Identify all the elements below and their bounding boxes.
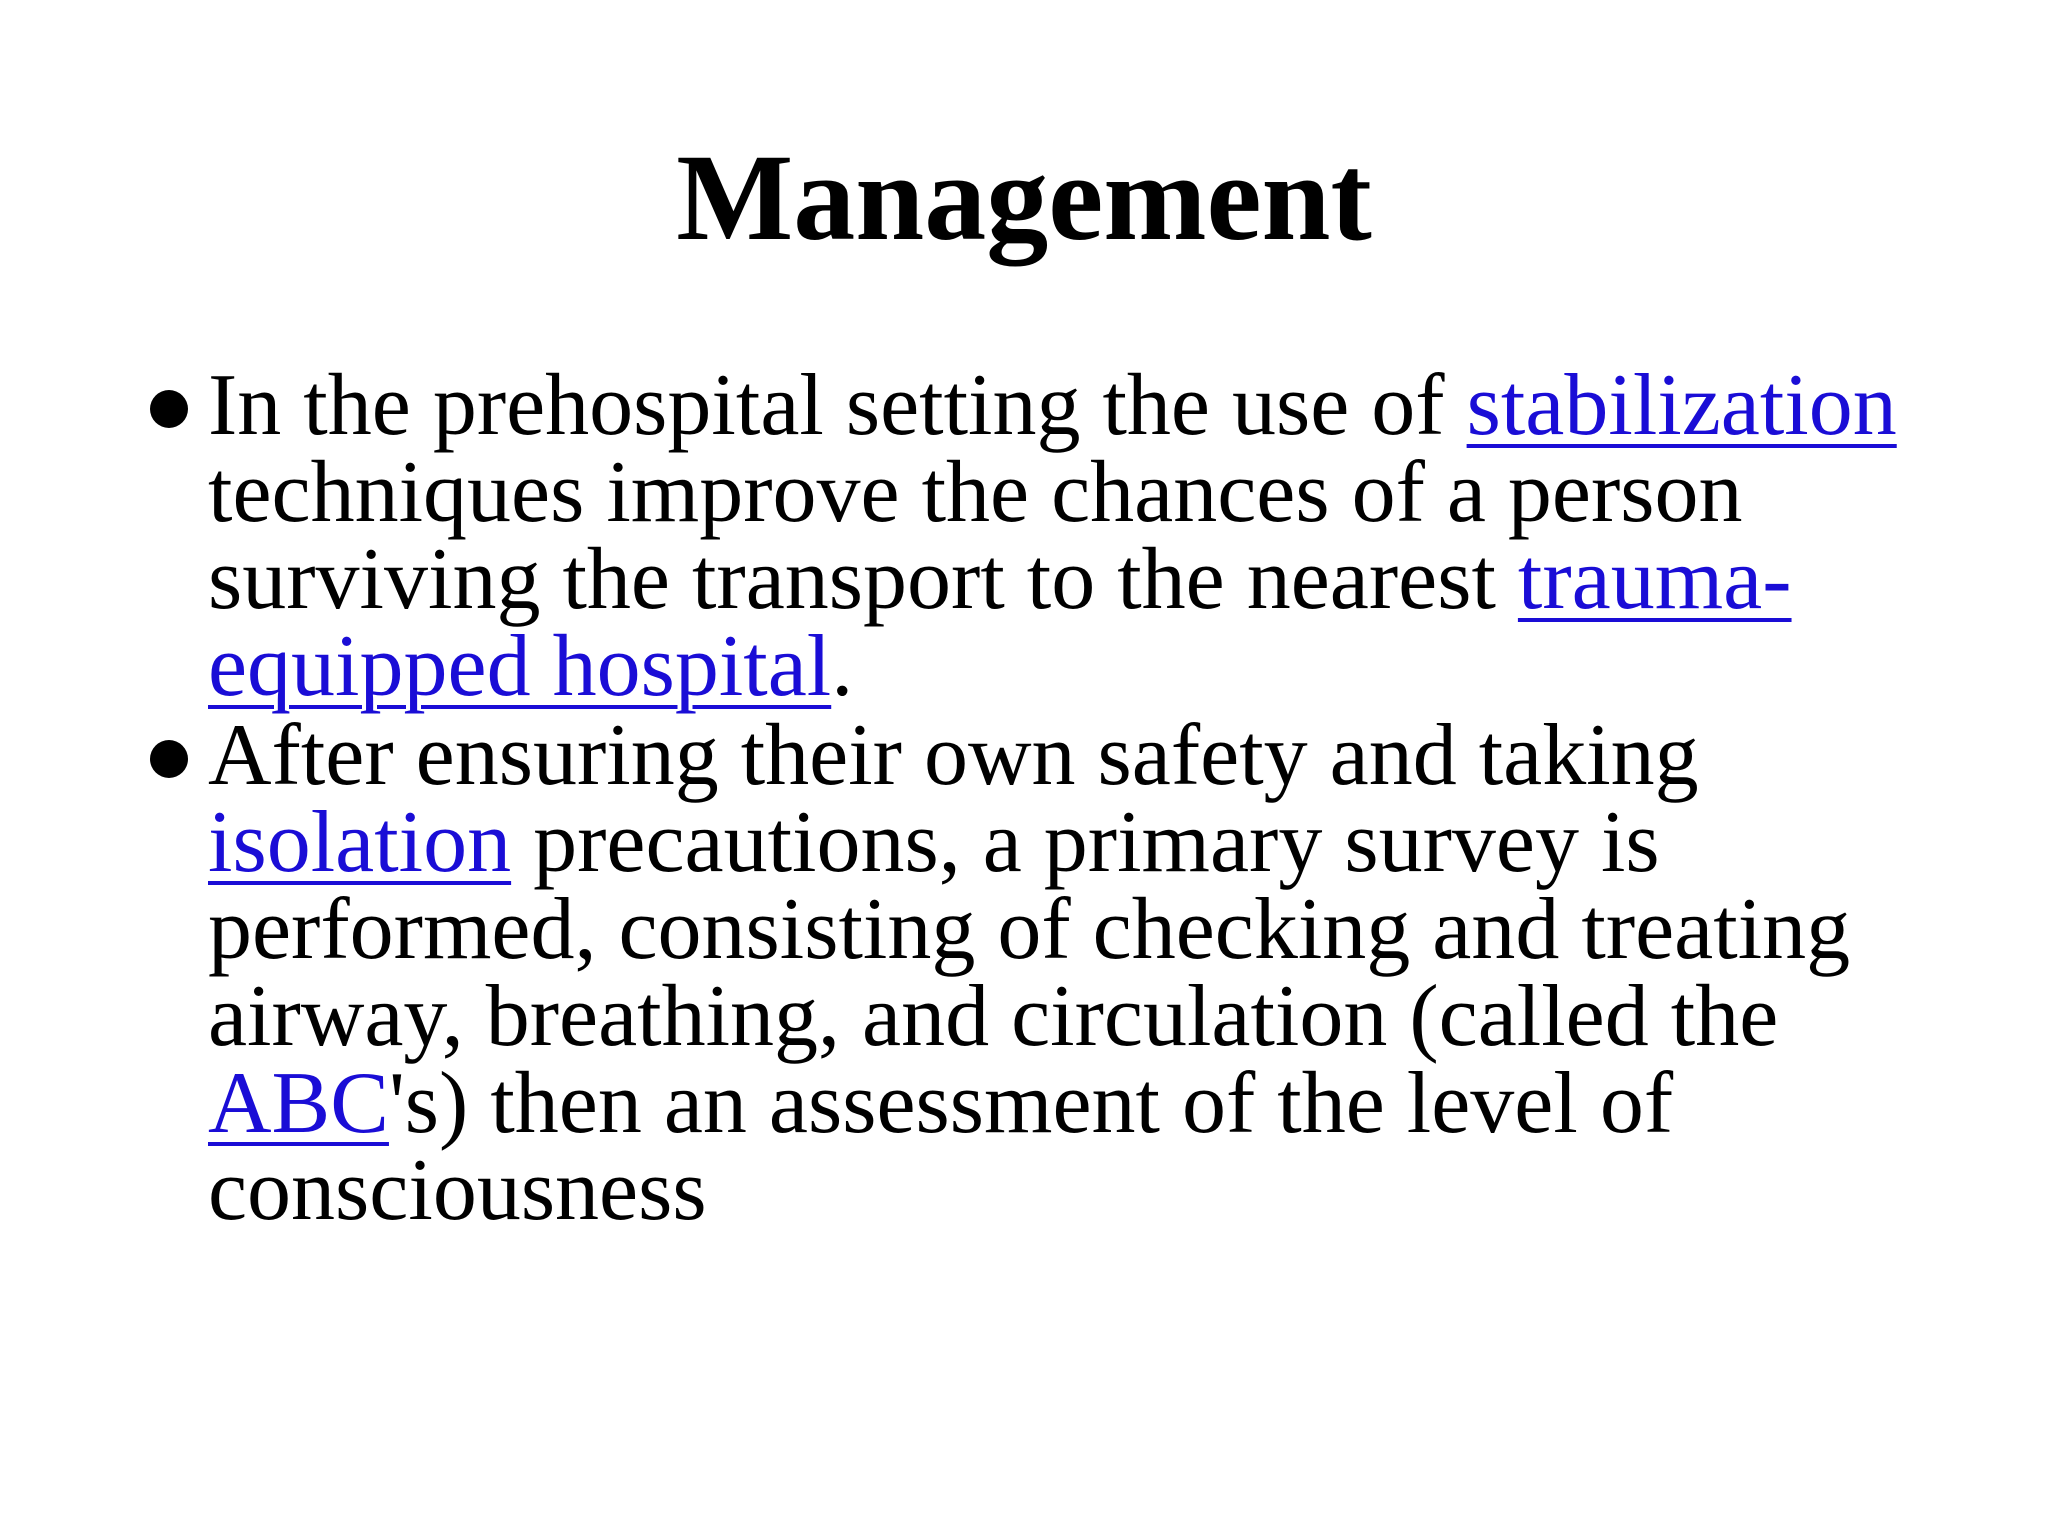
bullet-item-prehospital — [150, 357, 1950, 715]
trauma-equipped-hospital-link[interactable]: trauma-equipped hospital — [208, 531, 1792, 715]
bullet-list — [150, 357, 1950, 1239]
bullet-text: precautions, a primary survey is performed, consisting of checking and treating airway, breathing, and circulation (called the — [208, 794, 1851, 1065]
bullet-text: After ensuring their own safety and taking — [208, 707, 1699, 804]
isolation-link[interactable]: isolation — [208, 794, 512, 891]
bullet-item-primary-survey — [150, 707, 1950, 1239]
slide-title: Management — [676, 129, 1372, 266]
abc-link[interactable]: ABC — [208, 1055, 389, 1152]
bullet-dot-icon — [150, 740, 188, 778]
stabilization-link[interactable]: stabilization — [1466, 357, 1897, 454]
bullet-text: . — [831, 618, 854, 715]
bullet-dot-icon — [150, 390, 188, 428]
bullet-text: In the prehospital setting the use of — [208, 357, 1467, 454]
bullet-text: techniques improve the chances of a person surviving the transport to the nearest — [208, 444, 1743, 628]
bullet-text: 's) then an assessment of the level of consciousness — [208, 1055, 1674, 1239]
